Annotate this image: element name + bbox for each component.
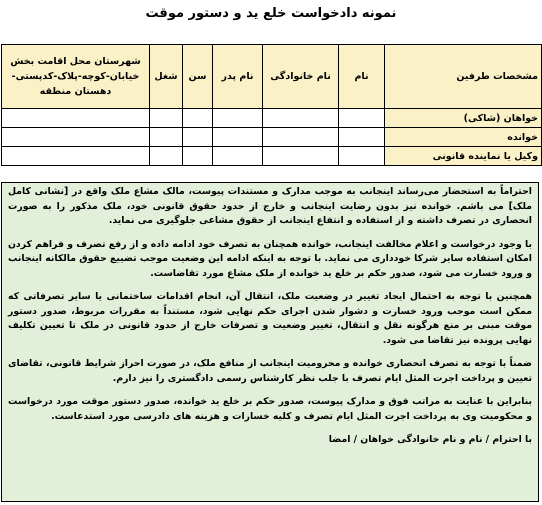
- header-first-name: نام: [339, 45, 385, 109]
- table-cell[interactable]: [2, 147, 150, 166]
- header-father-name: نام پدر: [213, 45, 263, 109]
- table-cell[interactable]: [150, 128, 183, 147]
- table-cell[interactable]: [2, 109, 150, 128]
- table-row-lawyer: [2, 147, 542, 166]
- table-row-defendant: [2, 128, 542, 147]
- petition-body: [1, 182, 539, 502]
- table-cell[interactable]: [213, 109, 263, 128]
- table-cell[interactable]: [150, 147, 183, 166]
- header-job: شغل: [150, 45, 183, 109]
- row-label-defendant: خوانده: [385, 128, 542, 147]
- parties-table: [1, 44, 542, 166]
- body-signature-line: با احترام / نام و نام خانوادگی خواهان / امضا: [328, 434, 532, 445]
- table-cell[interactable]: [183, 128, 213, 147]
- body-paragraph-request: با وجود درخواست و اعلام مخالفت اینجانب، خوانده همچنان به تصرف خود ادامه داده و از رفع تصرف و فراهم کردن امکان استفاده سایر شرکا خودداری می نماید. با توجه به اینکه ادامه این وضعیت موجب تضییع حقوق مالکانه اینجانب و ورود خسارت می شود، صدور حکم بر خلع ید خوانده از ملک مشاع مورد تقاضاست.: [8, 238, 532, 279]
- body-paragraph-compensation: ضمناً با توجه به تصرف انحصاری خوانده و محرومیت اینجانب از منافع ملک، در صورت احراز شرایط قانونی، تقاضای تعیین و پرداخت اجرت المثل ایام تصرف با جلب نظر کارشناس رسمی دادگستری را نیز دارم.: [8, 358, 532, 384]
- row-label-lawyer: وکیل یا نماینده قانونی: [385, 147, 542, 166]
- table-cell[interactable]: [213, 147, 263, 166]
- table-cell[interactable]: [339, 128, 385, 147]
- table-header-row: [2, 45, 542, 109]
- table-cell[interactable]: [183, 147, 213, 166]
- table-row-plaintiff: [2, 109, 542, 128]
- table-cell[interactable]: [2, 128, 150, 147]
- page-title: نمونه دادخواست خلع ید و دستور موقت: [145, 6, 397, 21]
- row-label-plaintiff: خواهان (شاکی): [385, 109, 542, 128]
- table-cell[interactable]: [150, 109, 183, 128]
- body-paragraph-interim-order: همچنین با توجه به احتمال ایجاد تغییر در وضعیت ملک، انتقال آن، انجام اقدامات ساختمانی یا سایر تصرفاتی که ممکن است موجب ورود خسارت و دشوار شدن اجرای حکم نهایی شود، مستنداً به مقررات مربوط، صدور دستور موقت مبنی بر منع هرگونه نقل و انتقال، تغییر وضعیت و تصرفات خارج از حدود قانونی در ملک تا تعیین تکلیف نهایی پرونده نیز تقاضا می شود.: [8, 291, 532, 346]
- header-parties: مشخصات طرفین: [385, 45, 542, 109]
- header-address: شهرستان محل اقامت بخش خیابان-کوچه-پلاک-کدپستی- دهستان منطقه: [2, 45, 150, 109]
- header-age: سن: [183, 45, 213, 109]
- table-cell[interactable]: [339, 109, 385, 128]
- table-cell[interactable]: [263, 109, 339, 128]
- body-paragraph-conclusion: بنابراین با عنایت به مراتب فوق و مدارک پیوست، صدور حکم بر خلع ید خوانده، صدور دستور موقت مورد درخواست و محکومیت وی به پرداخت اجرت المثل ایام تصرف و کلیه خسارات و هزینه های دادرسی مورد استدعاست.: [8, 396, 532, 422]
- table-cell[interactable]: [263, 147, 339, 166]
- table-cell[interactable]: [263, 128, 339, 147]
- body-paragraph-ownership: احتراماً به استحضار می‌رساند اینجانب به موجب مدارک و مستندات پیوست، مالک مشاع ملک واقع در [نشانی کامل ملک] می باشم. خوانده نیز بدون رضایت اینجانب و خارج از حدود حقوق قانونی خود، ملک مذکور را به صورت انحصاری در تصرف داشته و از استفاده و انتفاع اینجانب از حقوق مشاعی جلوگیری می نماید.: [8, 186, 532, 226]
- header-last-name: نام خانوادگی: [263, 45, 339, 109]
- table-cell[interactable]: [339, 147, 385, 166]
- table-cell[interactable]: [213, 128, 263, 147]
- table-cell[interactable]: [183, 109, 213, 128]
